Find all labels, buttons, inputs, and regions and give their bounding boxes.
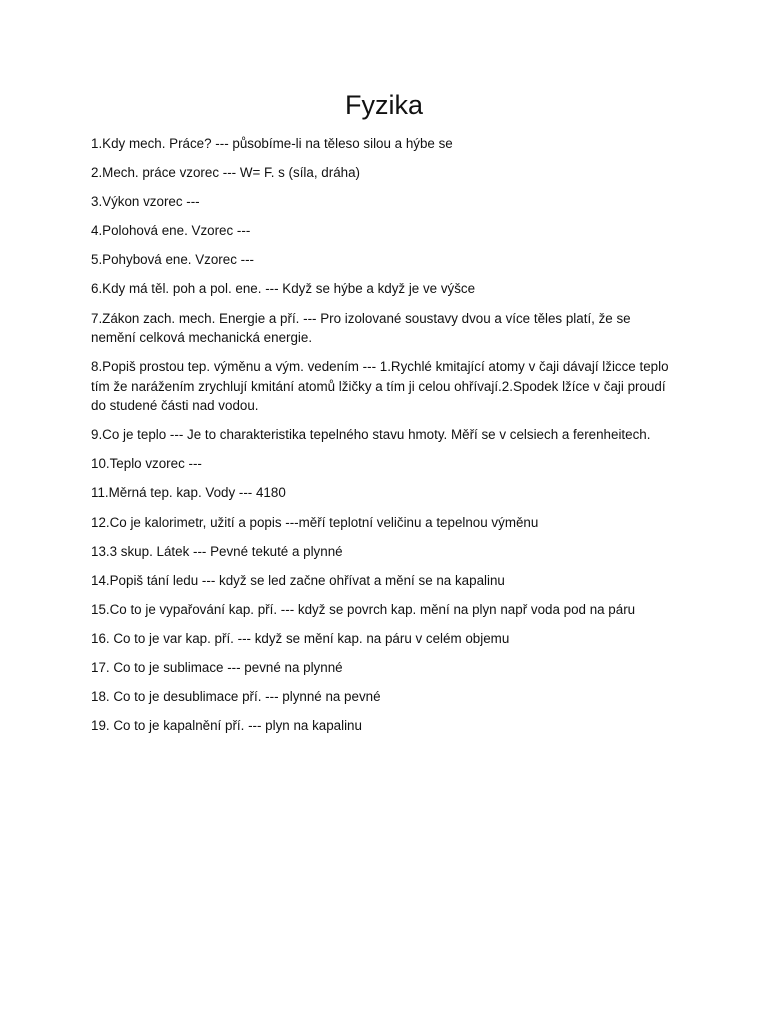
question-item: 15.Co to je vypařování kap. pří. --- když se povrch kap. mění na plyn např voda pod na páru bbox=[91, 601, 636, 617]
question-item: 9.Co je teplo --- Je to charakteristika tepelného stavu hmoty. Měří se v celsiech a ferenheitech. bbox=[91, 427, 651, 443]
question-item: 5.Pohybová ene. Vzorec --- bbox=[91, 252, 255, 268]
question-item: 7.Zákon zach. mech. Energie a pří. --- Pro izolované soustavy dvou a více těles platí, že se nemění celková mechanická energie. bbox=[91, 310, 631, 346]
question-item: 17. Co to je sublimace --- pevné na plynné bbox=[91, 660, 343, 675]
question-item: 13.3 skup. Látek --- Pevné tekuté a plynné bbox=[91, 543, 343, 559]
question-item: 16. Co to je var kap. pří. --- když se mění kap. na páru v celém objemu bbox=[91, 630, 510, 646]
page-title: Fyzika bbox=[344, 90, 423, 120]
question-item: 3.Výkon vzorec --- bbox=[91, 194, 200, 210]
question-item: 2.Mech. práce vzorec --- W= F. s (síla, dráha) bbox=[91, 165, 361, 181]
question-item: 4.Polohová ene. Vzorec --- bbox=[91, 223, 251, 239]
question-item: 10.Teplo vzorec --- bbox=[91, 456, 202, 472]
question-item: 19. Co to je kapalnění pří. --- plyn na kapalinu bbox=[91, 718, 362, 734]
question-item: 18. Co to je desublimace pří. --- plynné na pevné bbox=[91, 689, 381, 705]
question-item: 11.Měrná tep. kap. Vody --- 4180 bbox=[91, 485, 286, 501]
question-list bbox=[91, 134, 671, 745]
question-item: 14.Popiš tání ledu --- když se led začne ohřívat a mění se na kapalinu bbox=[91, 572, 505, 588]
question-item: 6.Kdy má těl. poh a pol. ene. --- Když se hýbe a když je ve výšce bbox=[91, 281, 476, 297]
question-item: 1.Kdy mech. Práce? --- působíme-li na těleso silou a hýbe se bbox=[91, 136, 453, 151]
question-item: 8.Popiš prostou tep. výměnu a vým. vedením --- 1.Rychlé kmitající atomy v čaji dávají lžicce teplo tím že narážením zrychlují kmitání atomů lžičky a tím ji celou ohřívají.2.Spodek lžíce v čaji proudí do studené části nad vodou. bbox=[91, 359, 669, 414]
question-item: 12.Co je kalorimetr, užití a popis ---měří teplotní veličinu a tepelnou výměnu bbox=[91, 514, 539, 530]
